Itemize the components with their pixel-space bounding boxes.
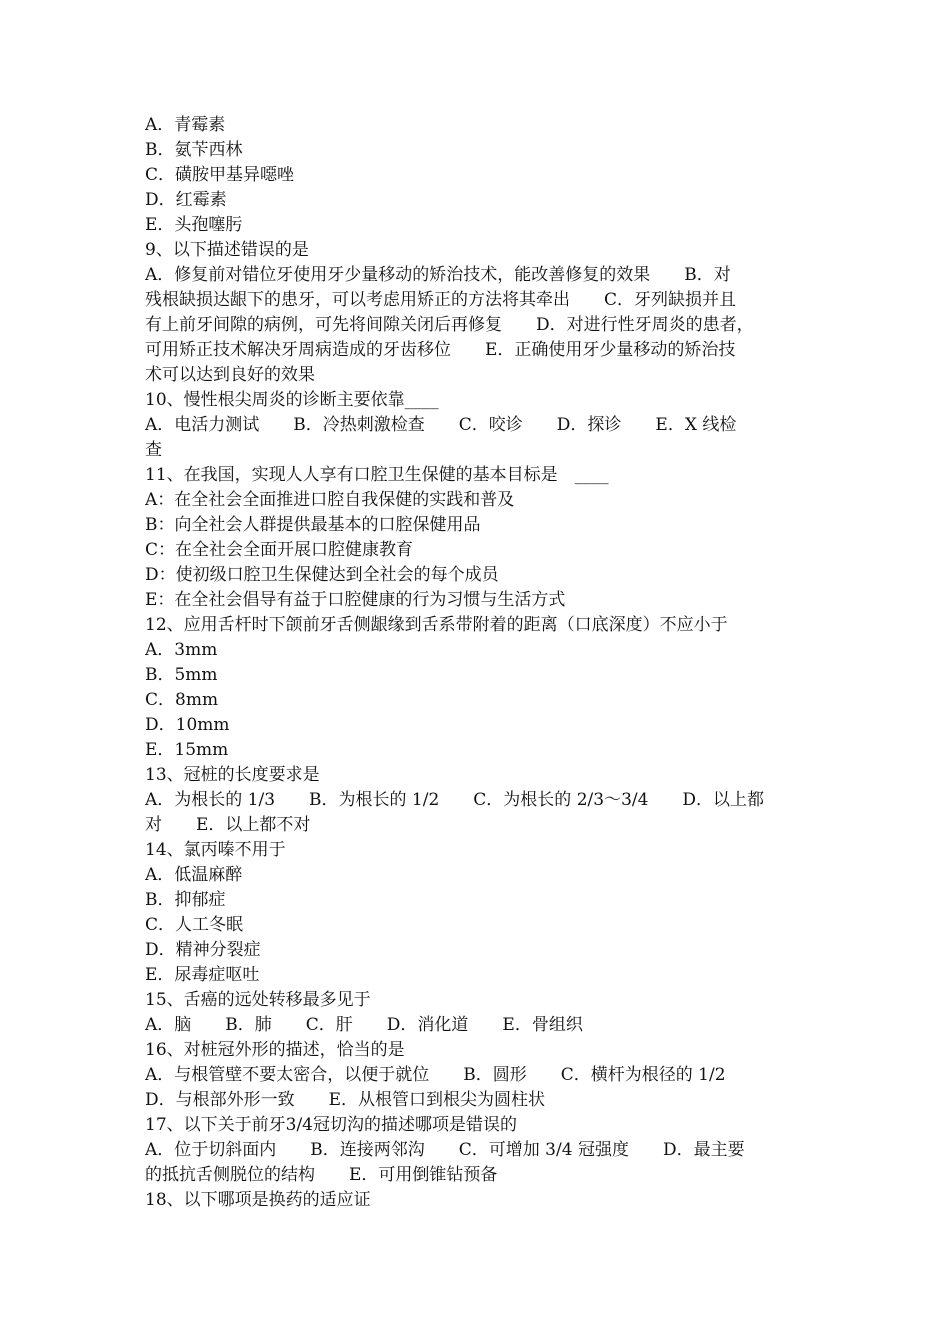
text-line: 的抵抗舌侧脱位的结构 E．可用倒锥钻预备	[145, 1165, 498, 1185]
question-title: 16、对桩冠外形的描述，恰当的是	[145, 1040, 405, 1060]
text-line: A：在全社会全面推进口腔自我保健的实践和普及	[145, 490, 515, 510]
question-title: 13、冠桩的长度要求是	[145, 765, 320, 785]
text-line: 查	[145, 440, 162, 460]
text-line: E．头孢噻肟	[145, 215, 243, 235]
text-line: A．脑 B．肺 C．肝 D．消化道 E．骨组织	[145, 1015, 583, 1035]
text-line: C．磺胺甲基异噁唑	[145, 165, 295, 185]
text-line: 残根缺损达龈下的患牙，可以考虑用矫正的方法将其牵出 C．牙列缺损并且	[145, 290, 737, 310]
text-line: E．15mm	[145, 740, 229, 760]
text-line: A．低温麻醉	[145, 865, 243, 885]
text-line: A．电活力测试 B．冷热刺激检查 C．咬诊 D．探诊 E．X 线检	[145, 415, 737, 435]
document-page	[145, 113, 809, 1213]
question-title: 18、以下哪项是换药的适应证	[145, 1190, 371, 1210]
text-line: 有上前牙间隙的病例，可先将间隙关闭后再修复 D．对进行性牙周炎的患者，	[145, 315, 754, 335]
text-line: C：在全社会全面开展口腔健康教育	[145, 540, 414, 560]
text-line: B：向全社会人群提供最基本的口腔保健用品	[145, 515, 481, 535]
question-title: 14、氯丙嗪不用于	[145, 840, 286, 860]
text-line: B．抑郁症	[145, 890, 226, 910]
text-line: A．位于切斜面内 B．连接两邻沟 C．可增加 3/4 冠强度 D．最主要	[145, 1140, 745, 1160]
text-line: D．精神分裂症	[145, 940, 261, 960]
question-title: 15、舌癌的远处转移最多见于	[145, 990, 371, 1010]
text-line: A．3mm	[145, 640, 218, 660]
text-line: E：在全社会倡导有益于口腔健康的行为习惯与生活方式	[145, 590, 566, 610]
question-title: 11、在我国，实现人人享有口腔卫生保健的基本目标是 ____	[145, 465, 609, 485]
text-line: C．8mm	[145, 690, 219, 710]
text-line: D．与根部外形一致 E．从根管口到根尖为圆柱状	[145, 1090, 546, 1110]
text-line: 对 E．以上都不对	[145, 815, 311, 835]
question-title: 10、慢性根尖周炎的诊断主要依靠____	[145, 390, 439, 410]
text-line: D．红霉素	[145, 190, 227, 210]
question-title: 12、应用舌杆时下颌前牙舌侧龈缘到舌系带附着的距离（口底深度）不应小于	[145, 615, 728, 635]
question-title: 9、以下描述错误的是	[145, 240, 309, 260]
text-line: D：使初级口腔卫生保健达到全社会的每个成员	[145, 565, 499, 585]
text-line: 可用矫正技术解决牙周病造成的牙齿移位 E．正确使用牙少量移动的矫治技	[145, 340, 736, 360]
text-line: A．为根长的 1/3 B．为根长的 1/2 C．为根长的 2/3～3/4 D．以上都	[145, 790, 765, 810]
text-line: 术可以达到良好的效果	[145, 365, 315, 385]
question-title: 17、以下关于前牙3/4冠切沟的描述哪项是错误的	[145, 1115, 517, 1135]
text-line: A．青霉素	[145, 115, 226, 135]
text-line: C．人工冬眠	[145, 915, 244, 935]
text-line: B．氨苄西林	[145, 140, 243, 160]
text-line: A．与根管壁不要太密合，以便于就位 B．圆形 C．横杆为根径的 1/2	[145, 1065, 726, 1085]
text-line: A．修复前对错位牙使用牙少量移动的矫治技术，能改善修复的效果 B．对	[145, 265, 731, 285]
text-line: D．10mm	[145, 715, 230, 735]
text-line: E．尿毒症呕吐	[145, 965, 260, 985]
text-line: B．5mm	[145, 665, 218, 685]
